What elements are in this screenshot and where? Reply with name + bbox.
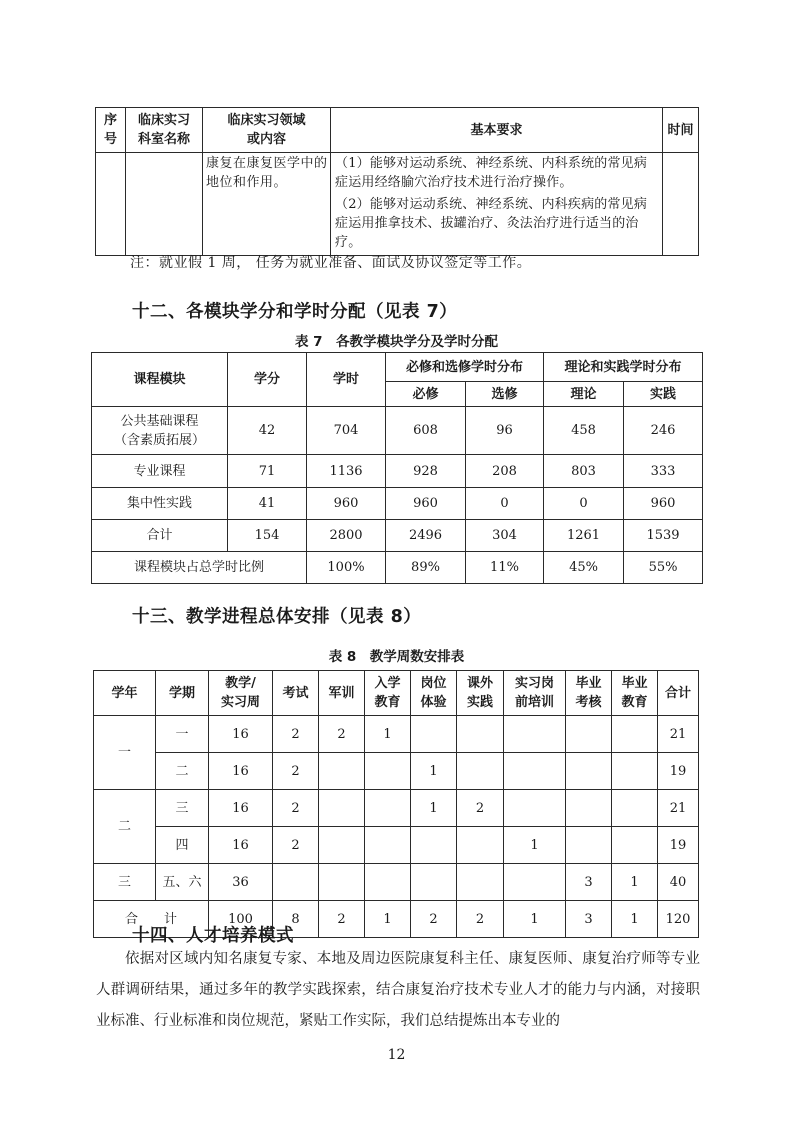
cell-teaching-weeks: 16: [209, 753, 273, 790]
table-row-total: [92, 520, 703, 552]
cell-teaching-weeks: 16: [209, 790, 273, 827]
cell-term: 二: [156, 753, 209, 790]
cell-pre-internship-training: [504, 753, 566, 790]
cell-extracurricular: [457, 753, 504, 790]
header-required: 必修: [386, 382, 466, 407]
cell-total: 21: [658, 790, 699, 827]
body-paragraph: 依据对区域内知名康复专家、本地及周边医院康复科主任、康复医师、康复治疗师等专业人群调研结果，通过多年的教学实践探索，结合康复治疗技术专业人才的能力与内涵，对接职业标准、行业标准和岗位规范，紧贴工作实际，我们总结提炼出本专业的: [96, 951, 700, 1029]
cell-theory: 45%: [544, 552, 624, 584]
table-row: [92, 455, 703, 488]
header-term: 学期: [156, 671, 209, 716]
cell-practice: 246: [624, 407, 703, 455]
cell-post-experience: 1: [411, 790, 457, 827]
cell-module: 专业课程: [92, 455, 228, 488]
cell-post-experience: [411, 716, 457, 753]
cell-post-experience: 1: [411, 753, 457, 790]
cell-pre-internship-training: [504, 790, 566, 827]
cell-graduation-assessment: 3: [566, 901, 612, 938]
header-graduation-assessment: 毕业 考核: [566, 671, 612, 716]
cell-theory: 458: [544, 407, 624, 455]
teaching-weeks-table: [93, 670, 699, 938]
table-header-row: [92, 353, 703, 382]
cell-hours: 960: [307, 488, 386, 520]
cell-module: 公共基础课程 （含素质拓展）: [92, 407, 228, 455]
header-pre-internship-training: 实习岗 前培训: [504, 671, 566, 716]
cell-military-training: [319, 827, 365, 864]
header-total: 合计: [658, 671, 699, 716]
section-heading-12: 十二、各模块学分和学时分配（见表 7）: [132, 302, 458, 322]
page-number: 12: [387, 1047, 406, 1063]
cell-post-experience: [411, 827, 457, 864]
cell-graduation-education: [612, 790, 658, 827]
cell-teaching-weeks: 16: [209, 716, 273, 753]
cell-pre-internship-training: 1: [504, 827, 566, 864]
table-row: [96, 153, 699, 256]
header-extracurricular: 课外 实践: [457, 671, 504, 716]
cell-module: 合计: [92, 520, 228, 552]
table-note: 注：就业假 1 周， 任务为就业准备、面试及协议签定等工作。: [130, 255, 532, 271]
cell-ratio-label: 课程模块占总学时比例: [92, 552, 307, 584]
cell-extracurricular: [457, 864, 504, 901]
table-header-row: [96, 108, 699, 153]
cell-post-experience: [411, 864, 457, 901]
cell-practice: 55%: [624, 552, 703, 584]
cell-orientation: [365, 864, 411, 901]
header-orientation: 入学 教育: [365, 671, 411, 716]
cell-military-training: 2: [319, 901, 365, 938]
header-theory: 理论: [544, 382, 624, 407]
cell-requirements: [331, 153, 663, 256]
cell-total: 21: [658, 716, 699, 753]
cell-area: 康复在康复医学中的地位和作用。: [203, 153, 331, 256]
cell-term: 一: [156, 716, 209, 753]
cell-graduation-assessment: [566, 790, 612, 827]
cell-orientation: [365, 790, 411, 827]
cell-required: 2496: [386, 520, 466, 552]
header-elective: 选修: [466, 382, 544, 407]
table-caption-7: 表 7 各教学模块学分及学时分配: [294, 334, 499, 350]
cell-elective: 0: [466, 488, 544, 520]
cell-pre-internship-training: [504, 716, 566, 753]
cell-extracurricular: 2: [457, 790, 504, 827]
cell-theory: 803: [544, 455, 624, 488]
cell-credits: 41: [228, 488, 307, 520]
cell-graduation-assessment: [566, 827, 612, 864]
table-header-row: [94, 671, 699, 716]
cell-time: [663, 153, 699, 256]
cell-pre-internship-training: 1: [504, 901, 566, 938]
section-heading-14: 十四、人才培养模式: [132, 926, 294, 946]
cell-graduation-assessment: [566, 753, 612, 790]
cell-total: 120: [658, 901, 699, 938]
header-practice: 实践: [624, 382, 703, 407]
cell-theory: 0: [544, 488, 624, 520]
cell-total: 40: [658, 864, 699, 901]
header-exam: 考试: [273, 671, 319, 716]
header-graduation-education: 毕业 教育: [612, 671, 658, 716]
table-row: [94, 864, 699, 901]
cell-extracurricular: [457, 827, 504, 864]
header-post-experience: 岗位 体验: [411, 671, 457, 716]
cell-exam: [273, 864, 319, 901]
cell-elective: 11%: [466, 552, 544, 584]
header-time: 时间: [663, 108, 699, 153]
header-area: 临床实习领域 或内容: [203, 108, 331, 153]
table-row: [94, 753, 699, 790]
cell-module: 集中性实践: [92, 488, 228, 520]
cell-orientation: 1: [365, 716, 411, 753]
cell-dept: [126, 153, 203, 256]
header-military-training: 军训: [319, 671, 365, 716]
cell-elective: 96: [466, 407, 544, 455]
cell-military-training: [319, 790, 365, 827]
cell-military-training: [319, 864, 365, 901]
header-theory-practice: 理论和实践学时分布: [544, 353, 703, 382]
cell-orientation: [365, 753, 411, 790]
table-row: [94, 827, 699, 864]
cell-term: 五、六: [156, 864, 209, 901]
cell-graduation-education: 1: [612, 864, 658, 901]
header-year: 学年: [94, 671, 156, 716]
table-row: [92, 488, 703, 520]
table-caption-8: 表 8 教学周数安排表: [328, 649, 465, 665]
requirement-item: （1）能够对运动系统、神经系统、内科系统的常见病症运用经络腧穴治疗技术进行治疗操作。: [335, 156, 648, 190]
cell-military-training: [319, 753, 365, 790]
cell-graduation-education: 1: [612, 901, 658, 938]
cell-hours: 1136: [307, 455, 386, 488]
cell-military-training: 2: [319, 716, 365, 753]
clinical-internship-table: [95, 107, 699, 256]
table-row-ratio: [92, 552, 703, 584]
cell-hours: 2800: [307, 520, 386, 552]
cell-required: 960: [386, 488, 466, 520]
header-dept: 临床实习 科室名称: [126, 108, 203, 153]
header-credits: 学分: [228, 353, 307, 407]
cell-teaching-weeks: 100: [209, 901, 273, 938]
cell-extracurricular: [457, 716, 504, 753]
cell-hours: 100%: [307, 552, 386, 584]
cell-credits: 154: [228, 520, 307, 552]
header-seq: 序 号: [96, 108, 126, 153]
table-row: [94, 790, 699, 827]
cell-term: 三: [156, 790, 209, 827]
cell-graduation-education: [612, 827, 658, 864]
cell-theory: 1261: [544, 520, 624, 552]
cell-orientation: 1: [365, 901, 411, 938]
cell-practice: 1539: [624, 520, 703, 552]
cell-year: 二: [94, 790, 156, 864]
cell-graduation-education: [612, 753, 658, 790]
cell-total: 19: [658, 753, 699, 790]
cell-required: 608: [386, 407, 466, 455]
cell-exam: 2: [273, 716, 319, 753]
table-row: [94, 716, 699, 753]
cell-graduation-assessment: 3: [566, 864, 612, 901]
cell-seq: [96, 153, 126, 256]
cell-term: 四: [156, 827, 209, 864]
credit-hours-table: [91, 352, 703, 584]
cell-teaching-weeks: 16: [209, 827, 273, 864]
cell-post-experience: 2: [411, 901, 457, 938]
header-teaching-weeks: 教学/ 实习周: [209, 671, 273, 716]
cell-exam: 2: [273, 753, 319, 790]
cell-credits: 42: [228, 407, 307, 455]
cell-orientation: [365, 827, 411, 864]
cell-hours: 704: [307, 407, 386, 455]
cell-practice: 333: [624, 455, 703, 488]
cell-required: 89%: [386, 552, 466, 584]
cell-required: 928: [386, 455, 466, 488]
cell-graduation-assessment: [566, 716, 612, 753]
cell-exam: 2: [273, 827, 319, 864]
header-requirements: 基本要求: [331, 108, 663, 153]
cell-elective: 304: [466, 520, 544, 552]
table-row: [92, 407, 703, 455]
cell-credits: 71: [228, 455, 307, 488]
cell-extracurricular: 2: [457, 901, 504, 938]
cell-teaching-weeks: 36: [209, 864, 273, 901]
cell-practice: 960: [624, 488, 703, 520]
header-required-elective: 必修和选修学时分布: [386, 353, 544, 382]
cell-elective: 208: [466, 455, 544, 488]
cell-exam: 8: [273, 901, 319, 938]
requirement-item: （2）能够对运动系统、神经系统、内科疾病的常见病症运用推拿技术、拔罐治疗、灸法治疗进行适当的治疗。: [335, 197, 648, 250]
cell-graduation-education: [612, 716, 658, 753]
section-heading-13: 十三、教学进程总体安排（见表 8）: [132, 607, 422, 627]
cell-exam: 2: [273, 790, 319, 827]
header-hours: 学时: [307, 353, 386, 407]
cell-pre-internship-training: [504, 864, 566, 901]
cell-year: 一: [94, 716, 156, 790]
header-module: 课程模块: [92, 353, 228, 407]
cell-total: 19: [658, 827, 699, 864]
cell-year: 三: [94, 864, 156, 901]
cell-total-label: 合 计: [94, 901, 209, 938]
